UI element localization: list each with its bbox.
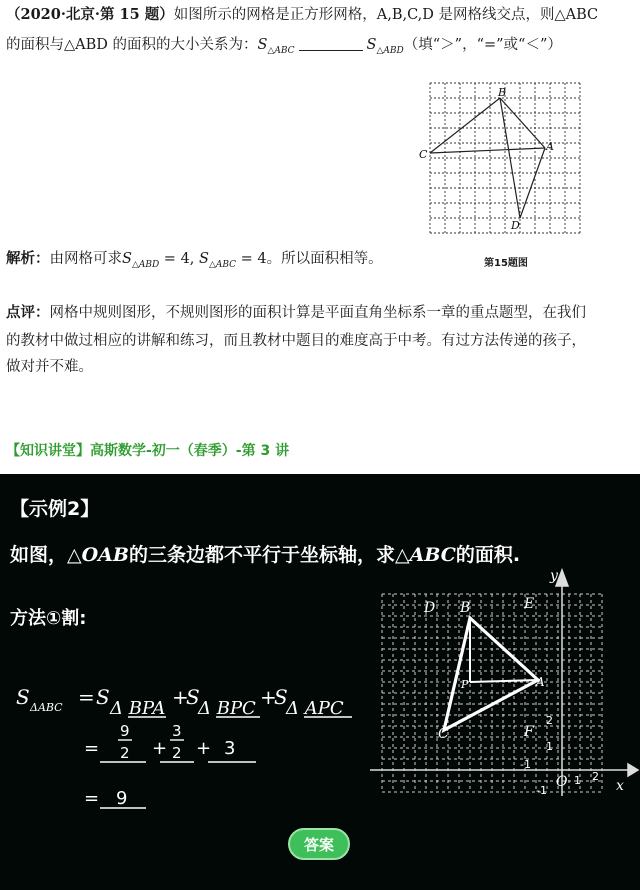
blackboard-panel [0, 474, 640, 890]
frac2-num: 3 [172, 722, 182, 740]
label-b2: B [460, 600, 471, 616]
problem-text-2b: （填“＞”，“=”或“＜”） [403, 37, 562, 53]
tick-y-1: 1 [546, 740, 553, 753]
label-o: O [556, 774, 568, 790]
segment-cb [430, 98, 500, 153]
coordinate-graph [360, 564, 640, 804]
label-d2: D [424, 600, 436, 616]
comment-line-3: 做对并不难。 [6, 359, 93, 375]
term-bpa: Δ BPA [110, 698, 166, 719]
label-b: B [498, 86, 507, 99]
problem-line-2 [6, 30, 632, 66]
label-f: F [524, 724, 534, 740]
s-abc-symbol: $S_{\triangle ABC}$ [257, 37, 295, 56]
method-label: 方法①割: [10, 608, 87, 629]
figure-caption: 第15题图 [484, 258, 528, 269]
problem-text-1: 如图所示的网格是正方形网格，A,B,C,D 是网格线交点，则△ABC [173, 7, 599, 23]
segment-ad [520, 148, 545, 218]
answer-button[interactable]: 答案 [288, 828, 350, 860]
svg-text:=: = [84, 788, 100, 809]
frac2-den: 2 [172, 744, 182, 762]
analysis-eq1: = 4, [159, 251, 200, 267]
comment-text-1: 网格中规则图形，不规则图形的面积计算是平面直角坐标系一章的重点题型，在我们 [49, 305, 586, 321]
svg-text:+: + [260, 685, 277, 709]
tick-x-neg1: -1 [520, 758, 531, 771]
result-value: 9 [116, 788, 128, 809]
svg-text:ΔABC: ΔABC [30, 701, 63, 714]
board-question: 如图，△OAB的三条边都不平行于坐标轴，求△ABC的面积. [10, 544, 521, 566]
term-apc: Δ APC [286, 698, 344, 719]
term3-value: 3 [224, 738, 236, 759]
frac1-den: 2 [120, 744, 130, 762]
svg-text:S: S [96, 685, 110, 709]
problem-source: （2020·北京·第 15 题） [6, 6, 174, 23]
term-bpc: Δ BPC [198, 698, 256, 719]
frac1-num: 9 [120, 722, 130, 740]
label-c2: C [438, 726, 449, 742]
analysis-text-a: 由网格可求 [49, 251, 122, 267]
comment-label: 点评： [6, 304, 50, 321]
x-axis-arrow-icon [628, 764, 638, 776]
s-abc-analysis: $S_{\triangle ABC}$ [199, 251, 237, 270]
analysis-eq2: = 4 [236, 251, 267, 267]
svg-text:=: = [78, 685, 95, 709]
triangle-abc [444, 618, 538, 730]
svg-text:+: + [152, 738, 168, 759]
tick-x-1: 1 [574, 774, 581, 787]
svg-text:+: + [172, 685, 189, 709]
grid-figure-15 [420, 78, 580, 248]
tick-x-2: 2 [592, 770, 599, 783]
svg-text:S: S [16, 685, 30, 709]
tick-y-2: 2 [546, 714, 553, 727]
answer-blank[interactable] [299, 36, 363, 51]
problem-line-1 [6, 0, 632, 30]
svg-text:+: + [196, 738, 212, 759]
analysis-text-b: 。所以面积相等。 [266, 251, 383, 267]
segment-ca [430, 148, 545, 153]
svg-text:=: = [84, 738, 100, 759]
s-abd-analysis: $S_{\triangle ABD}$ [122, 251, 160, 270]
comment-line-2: 的教材中做过相应的讲解和练习，而且教材中题目的难度高于中考。有过方法传递的孩子， [6, 333, 586, 349]
section-header: 【知识讲堂】高斯数学-初一（春季）-第 3 讲 [6, 443, 290, 459]
example-title: 【示例2】 [10, 498, 100, 520]
label-c: C [419, 148, 428, 161]
svg-text:S: S [274, 685, 288, 709]
area-formula [0, 674, 370, 824]
analysis-line [6, 244, 632, 280]
svg-text:S: S [186, 685, 200, 709]
label-x: x [616, 778, 624, 794]
label-p: P [461, 678, 469, 691]
comment-line-1 [6, 298, 632, 328]
label-y: y [550, 568, 558, 584]
label-d: D [511, 219, 520, 232]
label-a2: A [536, 675, 545, 689]
label-a: A [546, 140, 554, 153]
tick-y-neg1: -1 [536, 784, 547, 797]
s-abd-symbol: $S_{\triangle ABD}$ [366, 37, 404, 56]
problem-text-2a: 的面积与△ABD 的面积的大小关系为： [6, 37, 258, 53]
analysis-label: 解析： [6, 250, 50, 267]
label-e: E [524, 596, 535, 612]
